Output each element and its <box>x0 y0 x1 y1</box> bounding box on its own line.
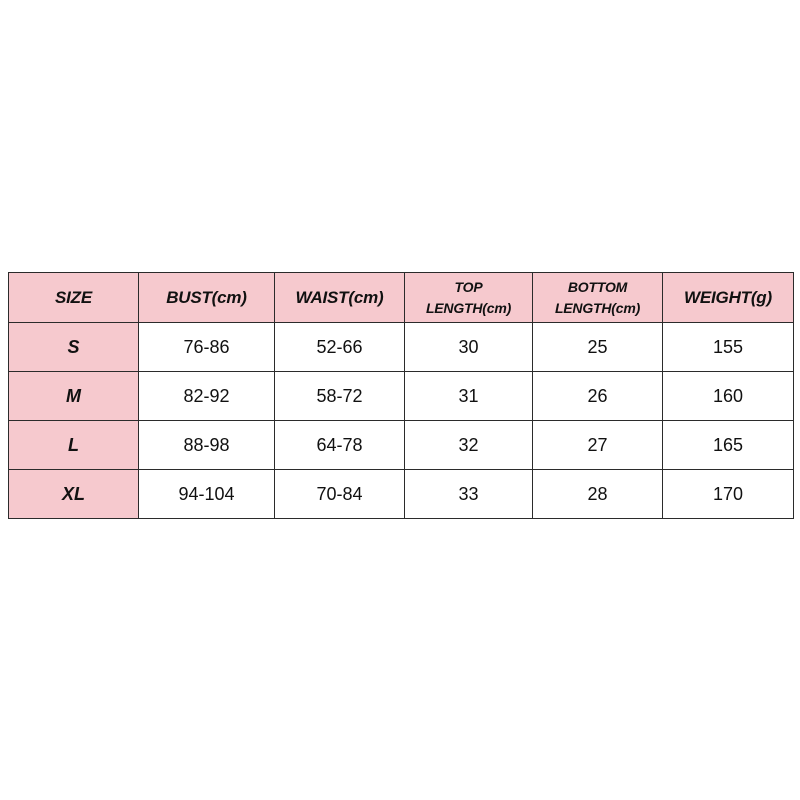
bust-cell: 76-86 <box>139 323 275 372</box>
top-length-cell: 33 <box>405 470 533 519</box>
size-chart-table <box>8 272 794 519</box>
top-length-cell: 32 <box>405 421 533 470</box>
bust-cell: 94-104 <box>139 470 275 519</box>
header-weight: WEIGHT(g) <box>663 273 794 323</box>
waist-cell: 52-66 <box>275 323 405 372</box>
size-cell: XL <box>9 470 139 519</box>
header-size: SIZE <box>9 273 139 323</box>
bottom-length-cell: 26 <box>533 372 663 421</box>
header-bottom-length-line2: LENGTH(cm) <box>554 299 641 316</box>
size-cell: S <box>9 323 139 372</box>
bottom-length-cell: 27 <box>533 421 663 470</box>
header-top-length-line1: TOP <box>454 278 483 295</box>
header-top-length <box>405 273 533 323</box>
top-length-cell: 31 <box>405 372 533 421</box>
size-cell: L <box>9 421 139 470</box>
waist-cell: 70-84 <box>275 470 405 519</box>
bottom-length-cell: 28 <box>533 470 663 519</box>
weight-cell: 160 <box>663 372 794 421</box>
header-top-length-line2: LENGTH(cm) <box>425 299 512 316</box>
bottom-length-cell: 25 <box>533 323 663 372</box>
table-row <box>9 372 794 421</box>
bust-cell: 88-98 <box>139 421 275 470</box>
bust-cell: 82-92 <box>139 372 275 421</box>
waist-cell: 58-72 <box>275 372 405 421</box>
header-waist: WAIST(cm) <box>275 273 405 323</box>
header-row <box>9 273 794 323</box>
waist-cell: 64-78 <box>275 421 405 470</box>
table-row <box>9 421 794 470</box>
header-bottom-length <box>533 273 663 323</box>
size-cell: M <box>9 372 139 421</box>
weight-cell: 170 <box>663 470 794 519</box>
table-row <box>9 470 794 519</box>
top-length-cell: 30 <box>405 323 533 372</box>
weight-cell: 155 <box>663 323 794 372</box>
header-bust: BUST(cm) <box>139 273 275 323</box>
weight-cell: 165 <box>663 421 794 470</box>
table-row <box>9 323 794 372</box>
header-bottom-length-line1: BOTTOM <box>567 278 628 295</box>
